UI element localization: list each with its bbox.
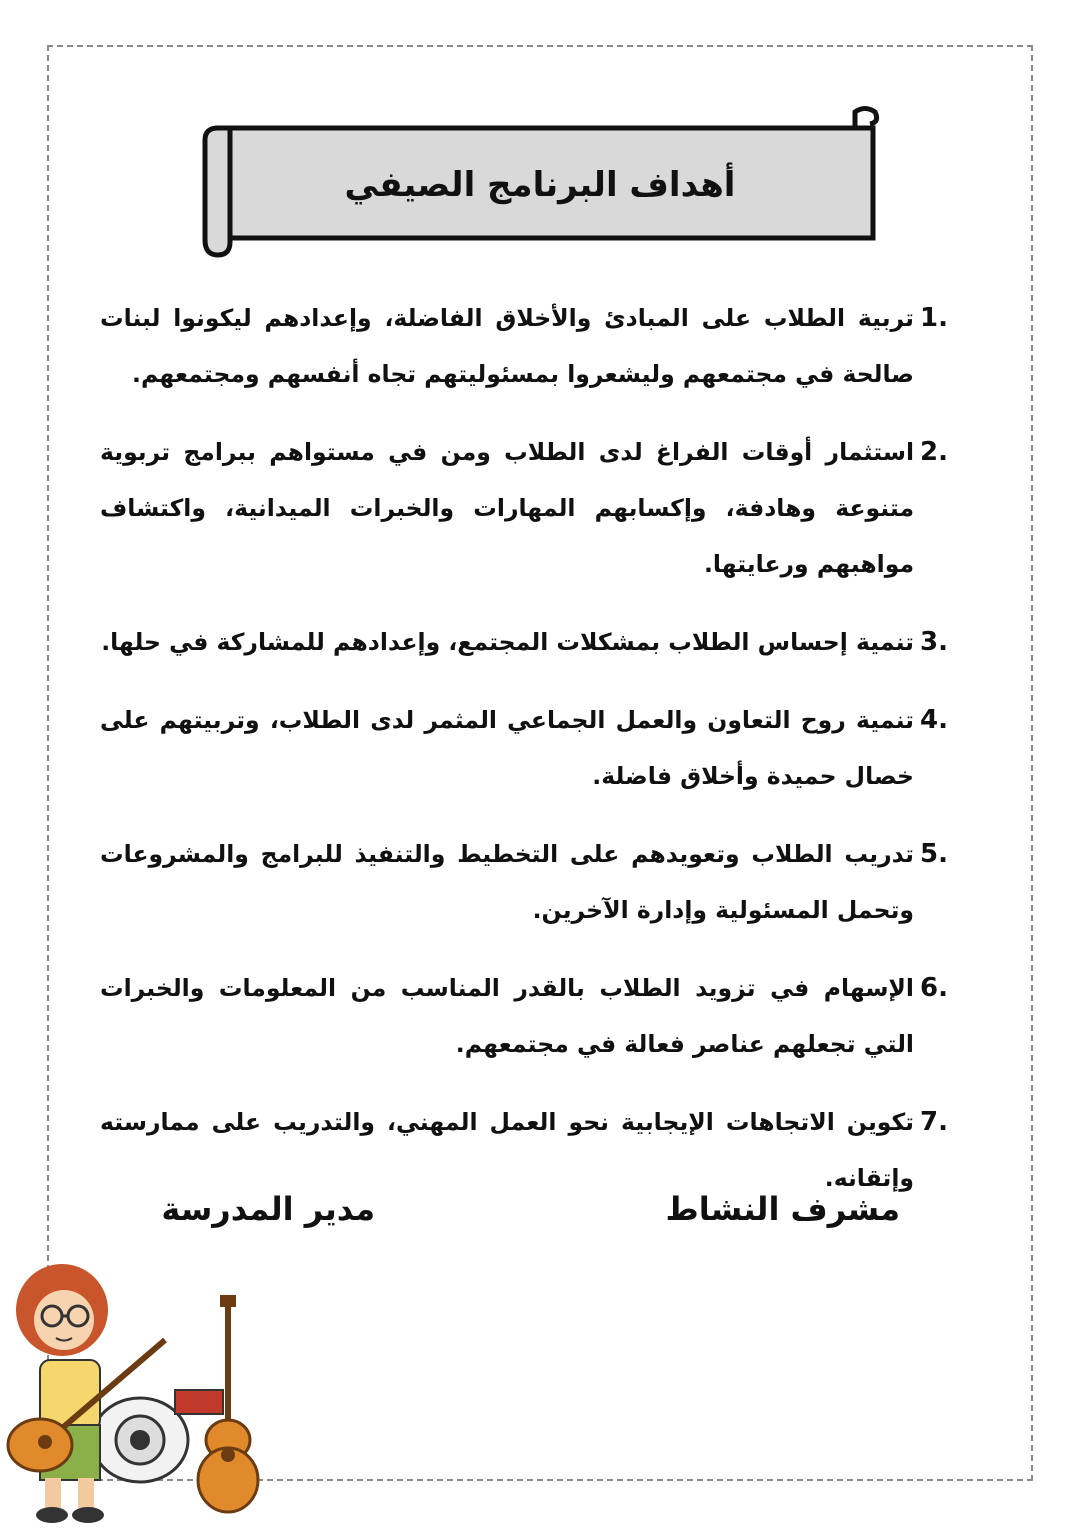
goal-number: 3. [920,627,948,657]
signatures [150,1190,930,1250]
school-principal-signature: مدير المدرسة [161,1190,375,1228]
goals-list [100,290,948,1228]
goal-text: تربية الطلاب على المبادئ والأخلاق الفاضلة، وإعدادهم ليكونوا لبنات صالحة في مجتمعهم وليشعروا بمسئوليتهم تجاه أنفسهم ومجتمعهم. [100,304,914,388]
goal-text: تكوين الاتجاهات الإيجابية نحو العمل المهني، والتدريب على ممارسته وإتقانه. [100,1108,914,1192]
goal-number: 6. [920,973,948,1003]
boy-with-guitar-illustration [0,1240,260,1527]
goal-text: تنمية إحساس الطلاب بمشكلات المجتمع، وإعدادهم للمشاركة في حلها. [101,628,914,656]
goal-text: تنمية روح التعاون والعمل الجماعي المثمر لدى الطلاب، وتربيتهم على خصال حميدة وأخلاق فاضلة. [100,706,914,790]
goal-number: 5. [920,839,948,869]
goal-number: 2. [920,437,948,467]
title-scroll-banner [200,100,890,260]
goal-text: استثمار أوقات الفراغ لدى الطلاب ومن في مستواهم ببرامج تربوية متنوعة وهادفة، وإكسابهم المهارات والخبرات الميدانية، واكتشاف مواهبهم ورعايتها. [100,438,914,578]
list-item [100,614,948,670]
list-item [100,692,948,804]
page-title: أهداف البرنامج الصيفي [344,165,736,205]
list-item [100,826,948,938]
list-item [100,290,948,402]
goal-number: 1. [920,303,948,333]
activity-supervisor-signature: مشرف النشاط [665,1190,900,1228]
list-item [100,960,948,1072]
cartoon-musician-icon [0,1240,260,1527]
list-item [100,424,948,592]
goal-number: 4. [920,705,948,735]
goal-number: 7. [920,1107,948,1137]
goal-text: تدريب الطلاب وتعويدهم على التخطيط والتنفيذ للبرامج والمشروعات وتحمل المسئولية وإدارة الآخرين. [100,840,914,924]
goal-text: الإسهام في تزويد الطلاب بالقدر المناسب من المعلومات والخبرات التي تجعلهم عناصر فعالة في مجتمعهم. [100,974,914,1058]
